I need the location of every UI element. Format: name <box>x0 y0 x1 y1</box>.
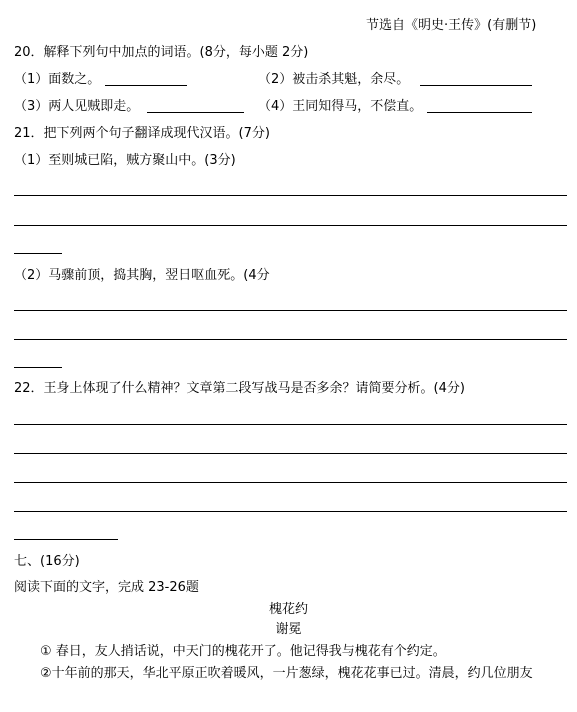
answer-line-21-2a[interactable] <box>14 310 567 311</box>
question-22-stem: 22．王身上体现了什么精神？文章第二段写战马是否多余？请简要分析。(4分) <box>14 381 465 396</box>
article-author: 谢冕 <box>275 622 302 637</box>
answer-line-22d[interactable] <box>14 511 567 512</box>
source-note: 节选自《明史·王传》(有删节) <box>366 18 537 33</box>
answer-line-22a[interactable] <box>14 424 567 425</box>
section-7-heading: 七、(16分) <box>14 554 80 569</box>
question-20-item-1: （1）面数之。 <box>14 72 101 87</box>
answer-line-22c[interactable] <box>14 482 567 483</box>
answer-line-21-1c[interactable] <box>14 253 62 254</box>
question-20-item-2: （2）被击杀其魁，余尽。 <box>258 72 410 87</box>
question-21-item-2: （2）马骤前顶，捣其胸，翌日呕血死。(4分 <box>14 268 270 283</box>
answer-blank-20-1[interactable] <box>105 85 187 86</box>
answer-blank-20-4[interactable] <box>427 112 532 113</box>
question-20-stem: 20．解释下列句中加点的词语。(8分，每小题 2分) <box>14 45 309 60</box>
article-title: 槐花约 <box>268 602 308 617</box>
answer-line-21-1b[interactable] <box>14 225 567 226</box>
answer-line-22b[interactable] <box>14 453 567 454</box>
question-20-item-4: （4）王同知得马，不偿直。 <box>258 99 423 114</box>
question-21-item-1: （1）至则城已陷，贼方聚山中。(3分) <box>14 153 236 168</box>
question-21-stem: 21．把下列两个句子翻译成现代汉语。(7分) <box>14 126 270 141</box>
article-paragraph-2: ②十年前的那天，华北平原正吹着暖风，一片葱绿，槐花花事已过。清晨，约几位朋友 <box>40 666 533 681</box>
answer-line-22e[interactable] <box>14 539 118 540</box>
answer-blank-20-3[interactable] <box>147 112 244 113</box>
answer-line-21-1a[interactable] <box>14 195 567 196</box>
answer-line-21-2b[interactable] <box>14 339 567 340</box>
section-7-instruction: 阅读下面的文字，完成 23-26题 <box>14 580 199 595</box>
article-paragraph-1: ① 春日，友人捎话说，中天门的槐花开了。他记得我与槐花有个约定。 <box>40 644 446 659</box>
question-20-item-3: （3）两人见贼即走。 <box>14 99 140 114</box>
answer-line-21-2c[interactable] <box>14 367 62 368</box>
answer-blank-20-2[interactable] <box>420 85 532 86</box>
